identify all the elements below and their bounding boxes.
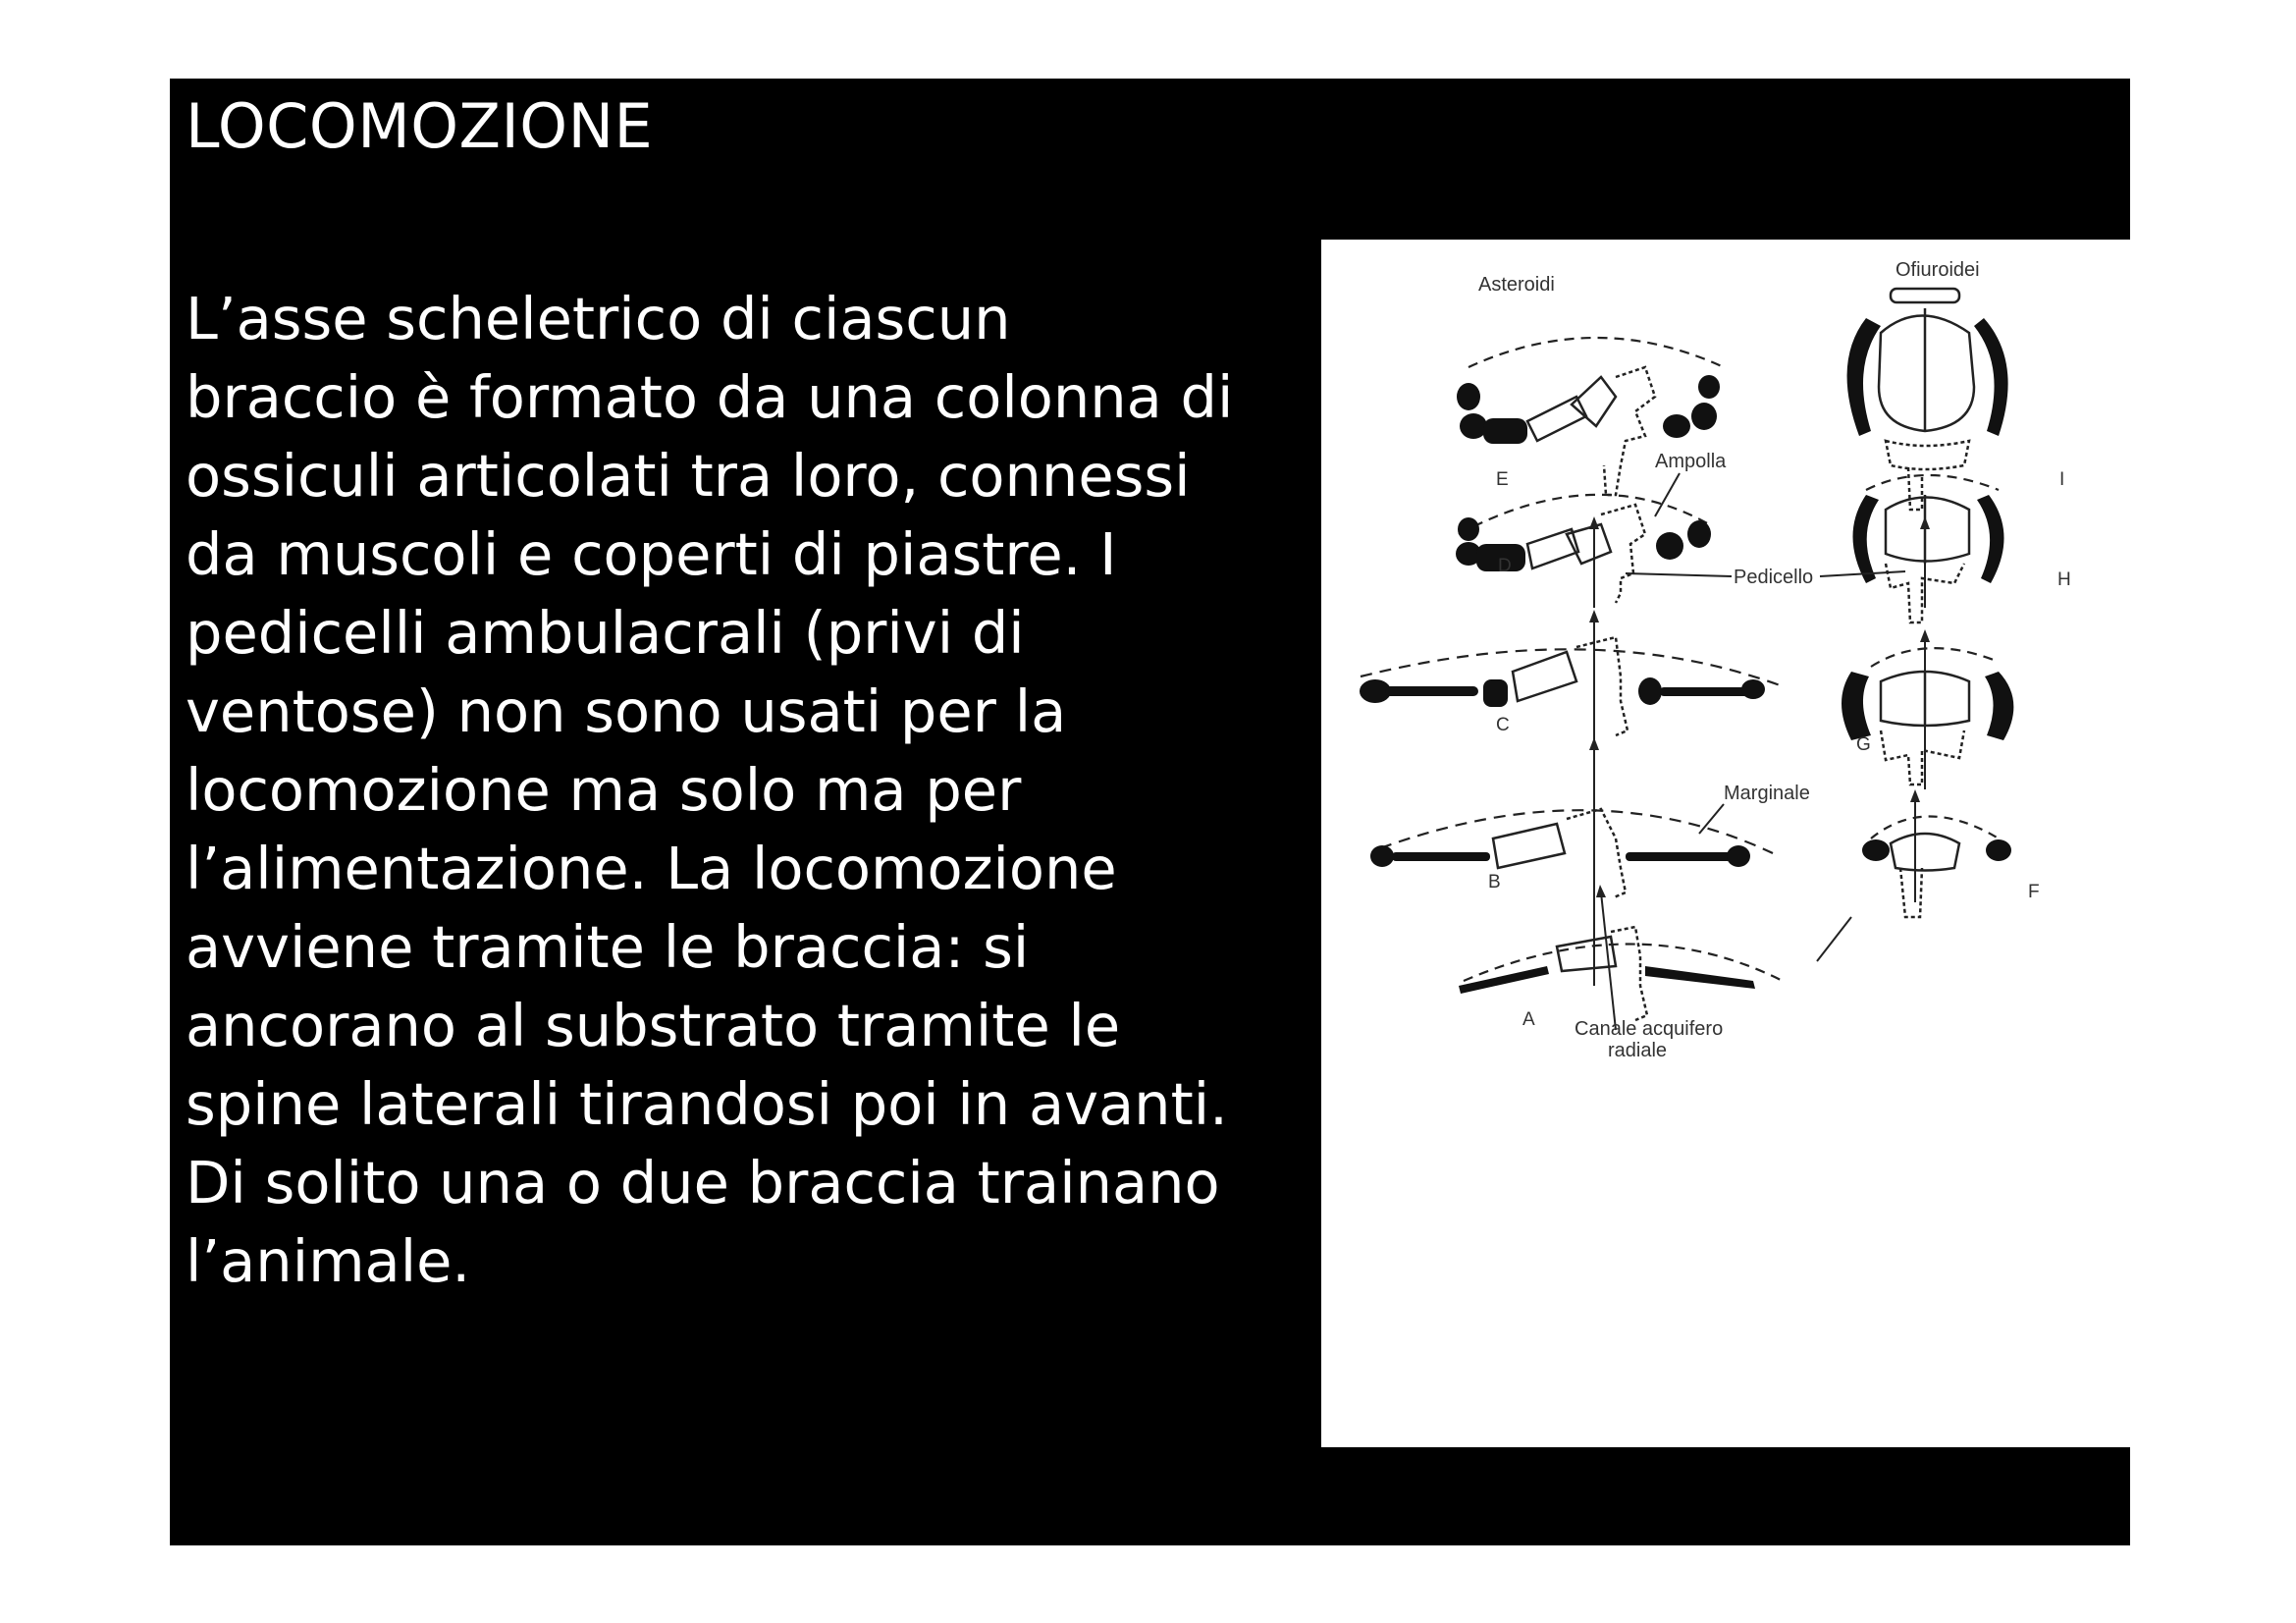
body-line: da muscoli e coperti di piastre. I (186, 520, 1117, 588)
label-ofiuroidei: Ofiuroidei (1896, 259, 1980, 281)
label-pedicello: Pedicello (1734, 567, 1814, 588)
letter-b: B (1488, 872, 1501, 893)
letter-g: G (1856, 734, 1871, 755)
letter-e: E (1496, 469, 1509, 490)
label-asteroidi: Asteroidi (1478, 274, 1555, 296)
echinoderm-arm-diagram (1321, 240, 2130, 1447)
body-line: ossiculi articolati tra loro, connessi (186, 442, 1191, 510)
stage-b-drawing (1370, 809, 1773, 897)
body-line: ventose) non sono usati per la (186, 677, 1067, 745)
slide-body-text (186, 280, 1324, 1301)
body-line: Di solito una o due braccia trainano (186, 1149, 1220, 1217)
pedicello-pointer-left (1626, 573, 1732, 576)
body-line: L’asse scheletrico di ciascun (186, 285, 1011, 352)
letter-i: I (2059, 469, 2065, 490)
body-line: pedicelli ambulacrali (privi di (186, 599, 1025, 667)
label-canale-line1: Canale acquifero (1575, 1018, 1724, 1040)
stage-i-drawing (1847, 289, 2008, 510)
slide (170, 79, 2130, 1545)
letter-c: C (1496, 715, 1510, 735)
letter-h: H (2057, 569, 2071, 590)
stage-a-drawing (1459, 927, 1783, 1020)
label-ampolla: Ampolla (1655, 451, 1727, 472)
body-line: ancorano al substrato tramite le (186, 992, 1121, 1059)
slide-title: LOCOMOZIONE (186, 90, 654, 162)
stage-c-drawing (1360, 637, 1783, 735)
stage-h-drawing (1853, 475, 2004, 622)
letter-a: A (1522, 1009, 1535, 1030)
letter-d: D (1498, 556, 1512, 576)
diagram-svg (1321, 240, 2130, 1447)
stage-g-drawing (1842, 648, 2013, 784)
stage-d-drawing (1456, 495, 1711, 603)
body-line: l’alimentazione. La locomozione (186, 835, 1117, 902)
ampolla-pointer (1655, 473, 1680, 516)
arrow-a-to-f (1817, 917, 1851, 961)
body-line: locomozione ma solo ma per (186, 756, 1022, 824)
label-marginale: Marginale (1724, 783, 1810, 804)
body-line: braccio è formato da una colonna di (186, 363, 1234, 431)
stage-f-drawing (1862, 817, 2011, 918)
label-canale-line2: radiale (1608, 1040, 1668, 1061)
body-line: l’animale. (186, 1227, 471, 1295)
arrow-a-to-b (1601, 893, 1616, 1030)
body-line: spine laterali tirandosi poi in avanti. (186, 1070, 1228, 1138)
body-line: avviene tramite le braccia: si (186, 913, 1030, 981)
letter-f: F (2028, 882, 2040, 902)
